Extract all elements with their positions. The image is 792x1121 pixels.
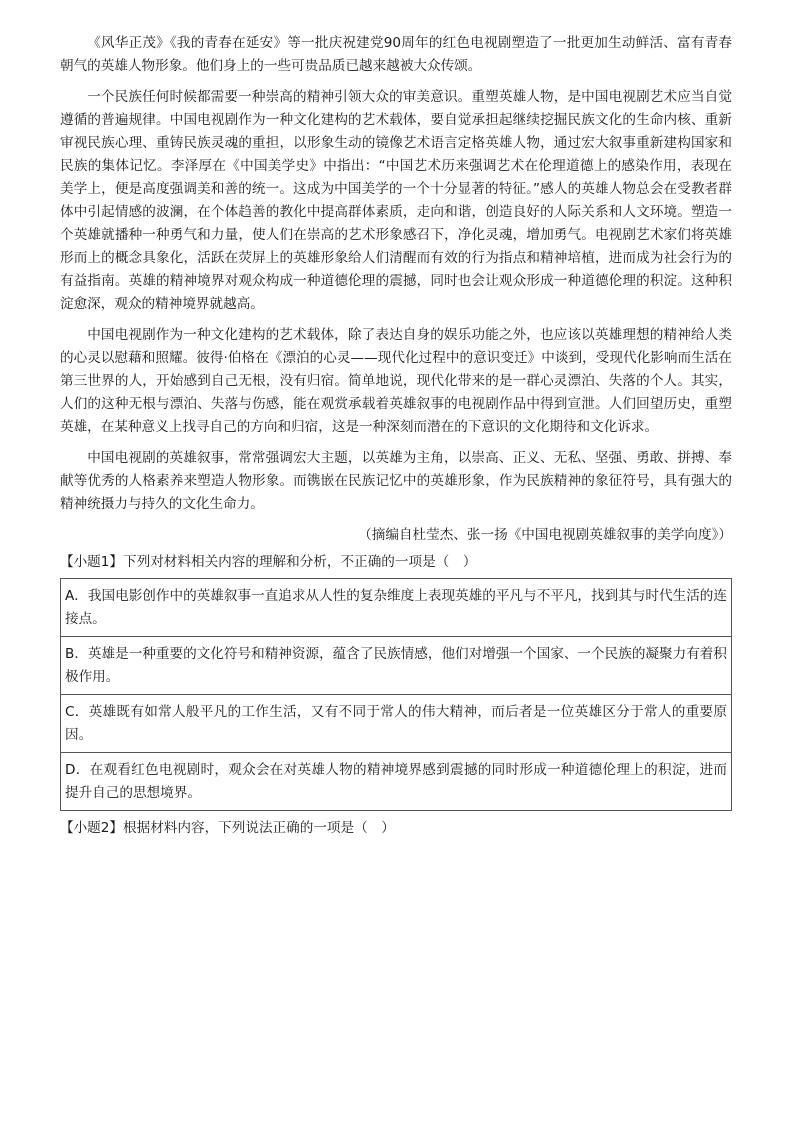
source-citation: （摘编自杜莹杰、张一扬《中国电视剧英雄叙事的美学向度》） xyxy=(358,527,732,543)
document-page xyxy=(60,32,732,844)
paragraph-2: 一个民族任何时候都需要一种崇高的精神引领大众的审美意识。重塑英雄人物，是中国电视剧艺术应当自觉遵循的普遍规律。中国电视剧作为一种文化建构的艺术载体，要自觉承担起继续挖掘民族文化的生命内核、重新审视民族心理、重铸民族灵魂的重担，以形象生动的镜像艺术语言定格英雄人物，通过宏大叙事重新建构国家和民族的集体记忆。李泽厚在《中国美学史》中指出：“中国艺术历来强调艺术在伦理道德上的感染作用，表现在美学上，便是高度强调美和善的统一。这成为中国美学的一个十分显著的特征。”感人的英雄人物总会在受教者群体中引起情感的波澜，在个体趋善的教化中提高群体素质，走向和谐，创造良好的人际关系和人文环境。塑造一个英雄就播种一种勇气和力量，使人们在崇高的艺术形象感召下，净化灵魂，增加勇气。电视剧艺术家们将英雄形而上的概念具象化，活跃在荧屏上的英雄形象给人们清醒而有效的行为指点和精神培植，进而成为社会行为的有益指南。英雄的精神境界对观众构成一种道德伦理的震撼，同时也会让观众形成一种道德伦理的积淀。这种积淀愈深，观众的精神境界就越高。 xyxy=(60,89,732,312)
option-b[interactable]: B．英雄是一种重要的文化符号和精神资源，蕴含了民族情感，他们对增强一个国家、一个民族的凝聚力有着积极作用。 xyxy=(61,637,731,695)
paragraph-4: 中国电视剧的英雄叙事，常常强调宏大主题，以英雄为主角，以崇高、正义、无私、坚强、勇敢、拼搏、奉献等优秀的人格素养来塑造人物形象。而镌嵌在民族记忆中的英雄形象，作为民族精神的象征符号，具有强大的精神统摄力与持久的文化生命力。 xyxy=(60,450,732,512)
question-1-options xyxy=(60,578,732,811)
question-1-prompt: 【小题1】下列对材料相关内容的理解和分析，不正确的一项是（ ） xyxy=(60,554,477,570)
option-c[interactable]: C．英雄既有如常人般平凡的工作生活，又有不同于常人的伟大精神，而后者是一位英雄区分于常人的重要原因。 xyxy=(61,695,731,753)
paragraph-3: 中国电视剧作为一种文化建构的艺术载体，除了表达自身的娱乐功能之外，也应该以英雄理想的精神给人类的心灵以慰藉和照耀。彼得·伯格在《漂泊的心灵——现代化过程中的意识变迁》中谈到，受现代化影响而生活在第三世界的人，开始感到自己无根，没有归宿。简单地说，现代化带来的是一群心灵漂泊、失落的个人。其实，人们的这种无根与漂泊、失落与伤感，能在观赏承载着英雄叙事的电视剧作品中得到宣泄。人们回望历史，重塑英雄，在某种意义上找寻自己的方向和归宿，这是一种深刻而潜在的下意识的文化期待和文化诉求。 xyxy=(60,327,732,435)
paragraph-1: 《风华正茂》《我的青春在延安》等一批庆祝建党90周年的红色电视剧塑造了一批更加生动鲜活、富有青春朝气的英雄人物形象。他们身上的一些可贵品质已越来越被大众传颂。 xyxy=(60,35,732,74)
option-d[interactable]: D．在观看红色电视剧时，观众会在对英雄人物的精神境界感到震撼的同时形成一种道德伦理上的积淀，进而提升自己的思想境界。 xyxy=(65,762,727,801)
option-a[interactable]: A．我国电影创作中的英雄叙事一直追求从人性的复杂维度上表现英雄的平凡与不平凡，找到其与时代生活的连接点。 xyxy=(61,579,731,637)
question-2-prompt: 【小题2】根据材料内容，下列说法正确的一项是（ ） xyxy=(60,820,395,836)
